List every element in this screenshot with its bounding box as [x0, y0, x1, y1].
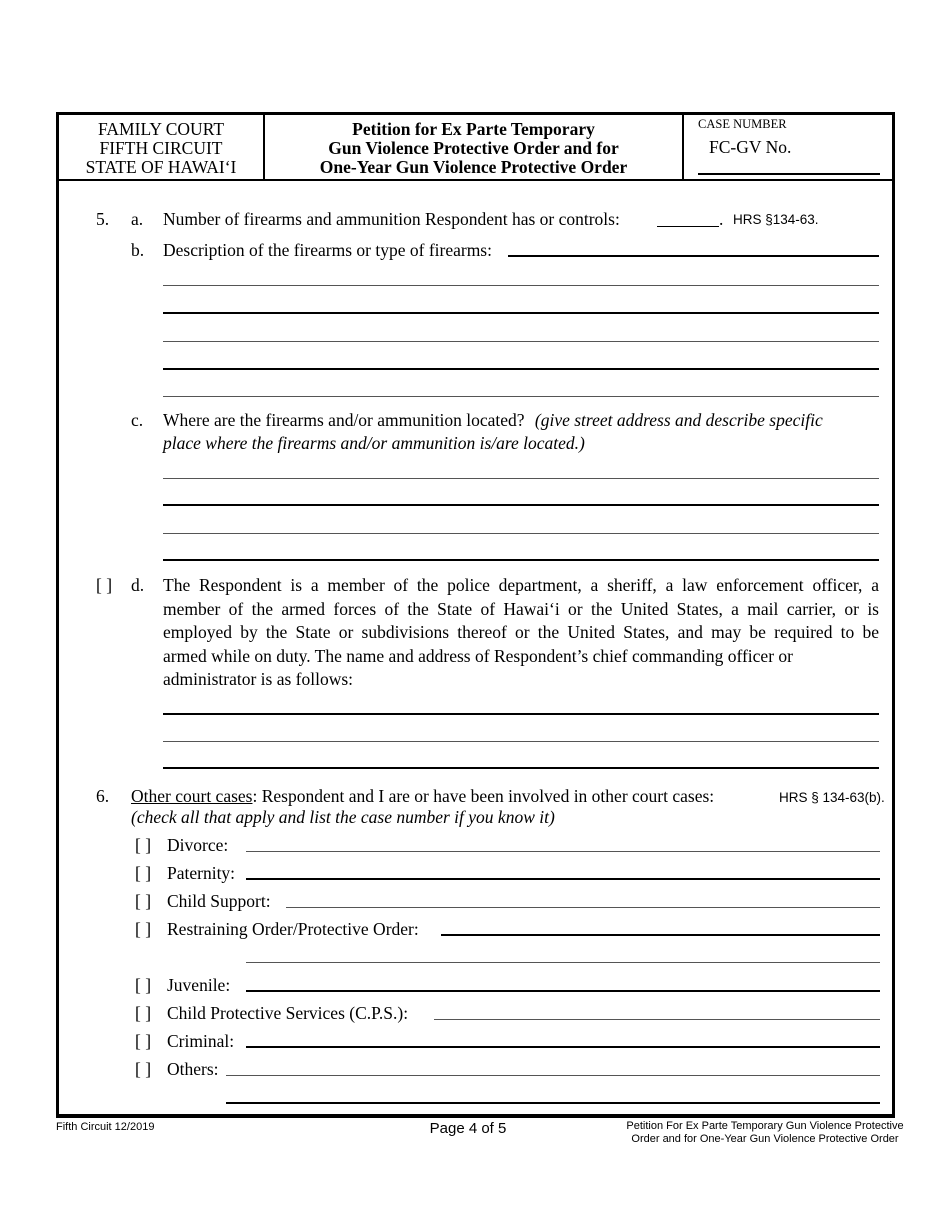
item-5b-text: Description of the firearms or type of firearms:	[163, 240, 492, 260]
criminal-checkbox[interactable]: [ ]	[135, 1031, 152, 1051]
item-5d-checkbox[interactable]: [ ]	[96, 575, 113, 595]
court-name	[59, 120, 263, 177]
criminal-case-field[interactable]	[246, 1046, 880, 1048]
title-line-2: Gun Violence Protective Order and for	[328, 138, 619, 158]
item-5d-line-1: The Respondent is a member of the police department, a sheriff, a law enforcement officer, a	[163, 575, 879, 595]
footer-page-number: Page 4 of 5	[429, 1120, 507, 1137]
item-5c-text: Where are the firearms and/or ammunition located?	[163, 410, 525, 430]
case-number-label: CASE NUMBER	[698, 117, 787, 131]
child-support-checkbox[interactable]: [ ]	[135, 891, 152, 911]
section-6-text: : Respondent and I are or have been involved in other court cases:	[252, 786, 715, 806]
item-5b-label: b.	[131, 240, 145, 260]
child-support-case-field[interactable]	[286, 907, 880, 908]
cps-checkbox[interactable]: [ ]	[135, 1003, 152, 1023]
restraining-order-label: Restraining Order/Protective Order:	[167, 919, 419, 939]
firearm-location-line-3[interactable]	[163, 533, 879, 534]
commanding-officer-line-2[interactable]	[163, 741, 879, 742]
firearm-description-line-6[interactable]	[163, 396, 879, 397]
section-6-heading: Other court cases	[131, 786, 253, 806]
item-5a-text: Number of firearms and ammunition Respondent has or controls:	[163, 209, 620, 229]
restraining-order-case-field-2[interactable]	[246, 962, 880, 963]
child-support-label: Child Support:	[167, 891, 271, 911]
item-5c-instruction: (give street address and describe specific	[534, 410, 823, 430]
item-5a-label: a.	[131, 209, 144, 229]
item-5a-period: .	[719, 209, 724, 229]
title-line-1: Petition for Ex Parte Temporary	[352, 119, 595, 139]
header-divider	[56, 179, 895, 181]
juvenile-label: Juvenile:	[167, 975, 231, 995]
form-title	[265, 120, 682, 177]
footer-form-title-2: Order and for One-Year Gun Violence Protective Order	[631, 1133, 899, 1145]
section-6-heading-row	[131, 785, 714, 808]
item-5c-question	[163, 409, 823, 432]
paternity-case-field[interactable]	[246, 878, 880, 880]
case-number-field[interactable]	[698, 173, 880, 175]
firearm-description-field[interactable]	[508, 255, 879, 257]
court-line-1: FAMILY COURT	[97, 119, 225, 139]
item-5d-line-5: administrator is as follows:	[163, 669, 354, 689]
divorce-label: Divorce:	[167, 835, 229, 855]
item-5c-instruction-2: place where the firearms and/or ammunition is/are located.)	[163, 433, 585, 453]
item-5d-paragraph	[163, 574, 879, 692]
header-divider-right	[682, 115, 684, 179]
criminal-label: Criminal:	[167, 1031, 235, 1051]
others-case-field-2[interactable]	[226, 1102, 880, 1104]
footer-revision: Fifth Circuit 12/2019	[56, 1121, 155, 1133]
footer-form-title-1: Petition For Ex Parte Temporary Gun Violence Protective	[626, 1120, 904, 1132]
item-5d-line-4: armed while on duty. The name and address of Respondent’s chief commanding officer or	[163, 645, 793, 666]
title-line-3: One-Year Gun Violence Protective Order	[319, 157, 628, 177]
firearm-description-line-5[interactable]	[163, 368, 879, 370]
commanding-officer-line-3[interactable]	[163, 767, 879, 769]
section-5-number: 5.	[96, 209, 110, 229]
firearm-description-line-2[interactable]	[163, 285, 879, 286]
item-5c-label: c.	[131, 410, 144, 430]
divorce-case-field[interactable]	[246, 851, 880, 852]
divorce-checkbox[interactable]: [ ]	[135, 835, 152, 855]
cps-case-field[interactable]	[434, 1019, 880, 1020]
firearm-location-line-4[interactable]	[163, 559, 879, 561]
juvenile-checkbox[interactable]: [ ]	[135, 975, 152, 995]
firearm-description-line-4[interactable]	[163, 341, 879, 342]
section-6-reference: HRS § 134-63(b).	[779, 790, 885, 805]
firearm-count-field[interactable]	[657, 226, 719, 227]
others-checkbox[interactable]: [ ]	[135, 1059, 152, 1079]
paternity-label: Paternity:	[167, 863, 236, 883]
others-case-field[interactable]	[226, 1075, 880, 1076]
case-number-prefix: FC-GV No.	[709, 137, 792, 157]
restraining-order-checkbox[interactable]: [ ]	[135, 919, 152, 939]
paternity-checkbox[interactable]: [ ]	[135, 863, 152, 883]
item-5a-reference: HRS §134-63.	[733, 212, 819, 227]
section-6-instruction: (check all that apply and list the case number if you know it)	[131, 807, 555, 827]
cps-label: Child Protective Services (C.P.S.):	[167, 1003, 409, 1023]
firearm-location-line-1[interactable]	[163, 478, 879, 479]
court-line-3: STATE OF HAWAI‘I	[85, 157, 237, 177]
juvenile-case-field[interactable]	[246, 990, 880, 992]
item-5d-line-3: employed by the State or subdivisions thereof or the United States, and may be required to be	[163, 622, 879, 642]
restraining-order-case-field[interactable]	[441, 934, 880, 936]
others-label: Others:	[167, 1059, 219, 1079]
item-5d-line-2: member of the armed forces of the State of Hawai‘i or the United States, a mail carrier, or is	[163, 598, 879, 619]
firearm-location-line-2[interactable]	[163, 504, 879, 506]
firearm-description-line-3[interactable]	[163, 312, 879, 314]
footer-form-title	[610, 1120, 920, 1146]
court-line-2: FIFTH CIRCUIT	[99, 138, 223, 158]
commanding-officer-line-1[interactable]	[163, 713, 879, 715]
section-6-number: 6.	[96, 786, 110, 806]
item-5d-label: d.	[131, 575, 145, 595]
